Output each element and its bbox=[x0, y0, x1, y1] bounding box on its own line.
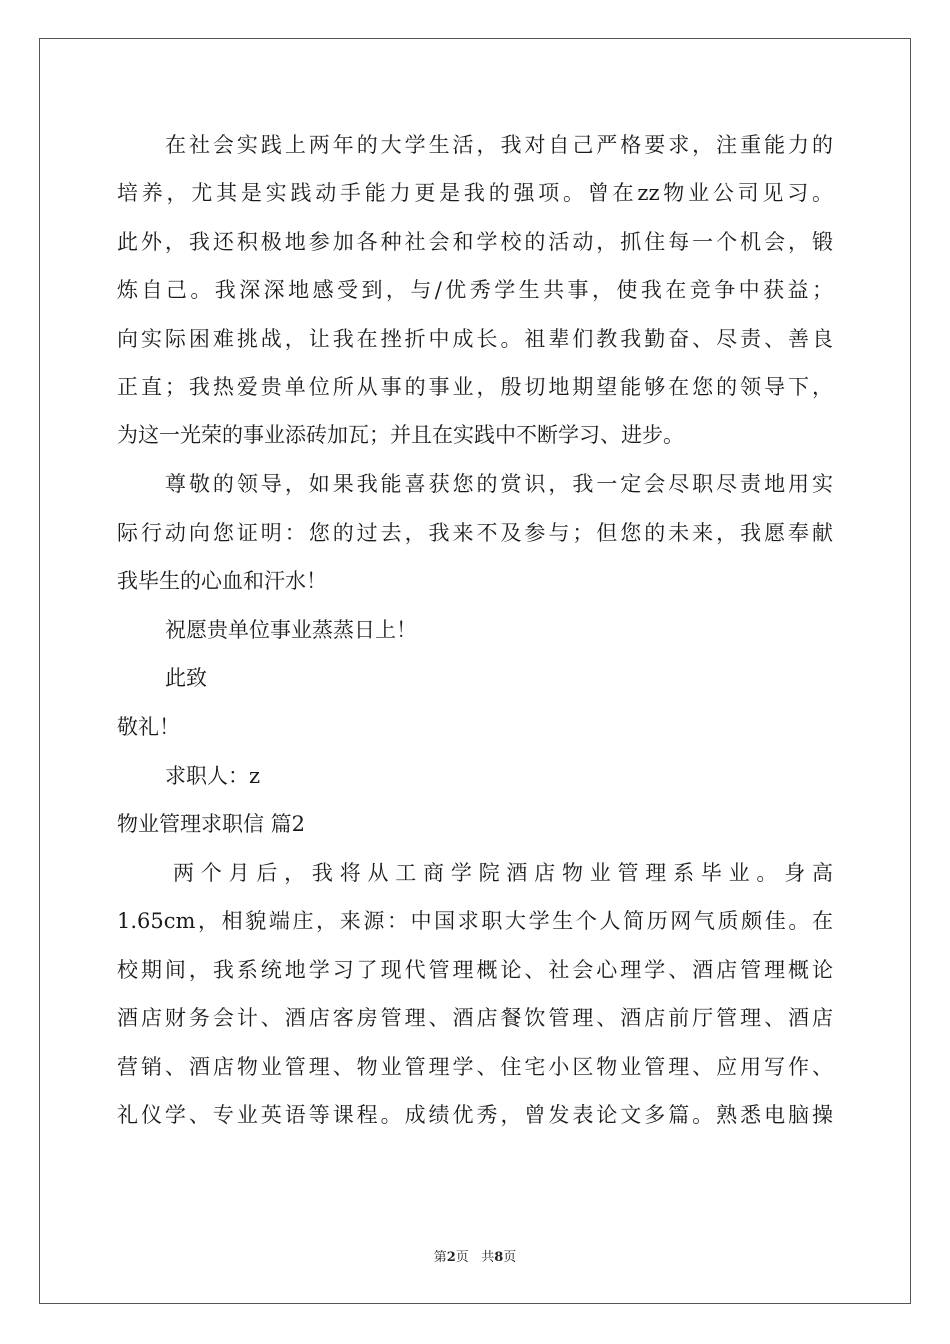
paragraph-line: 酒店财务会计、酒店客房管理、酒店餐饮管理、酒店前厅管理、酒店 bbox=[117, 1006, 833, 1030]
paragraph-line: 校期间，我系统地学习了现代管理概论、社会心理学、酒店管理概论 bbox=[117, 958, 833, 982]
paragraph-line: 际行动向您证明：您的过去，我来不及参与；但您的未来，我愿奉献 bbox=[117, 521, 833, 545]
paragraph-line: 尊敬的领导，如果我能喜获您的赏识，我一定会尽职尽责地用实 bbox=[165, 472, 833, 496]
footer-suffix: 页 bbox=[503, 1250, 517, 1265]
footer-current-page: 2 bbox=[446, 1250, 456, 1265]
paragraph-line: 正直；我热爱贵单位所从事的事业，殷切地期望能够在您的领导下， bbox=[117, 375, 833, 399]
section-title: 物业管理求职信 篇2 bbox=[117, 812, 306, 836]
page-footer bbox=[0, 1246, 950, 1265]
closing-wish: 祝愿贵单位事业蒸蒸日上！ bbox=[165, 618, 417, 642]
paragraph-line: 培养，尤其是实践动手能力更是我的强项。曾在zz物业公司见习。 bbox=[117, 181, 833, 205]
footer-mid: 页 共 bbox=[455, 1250, 495, 1265]
paragraph-line: 炼自己。我深深地感受到，与/优秀学生共事，使我在竞争中获益； bbox=[117, 278, 833, 302]
paragraph-line: 两个月后，我将从工商学院酒店物业管理系毕业。身高 bbox=[173, 861, 833, 885]
closing-salutation: 此致 bbox=[165, 666, 207, 690]
signature-line: 求职人：z bbox=[165, 764, 261, 788]
paragraph-line: 此外，我还积极地参加各种社会和学校的活动，抓住每一个机会，锻 bbox=[117, 230, 833, 254]
paragraph-line: 在社会实践上两年的大学生活，我对自己严格要求，注重能力的 bbox=[165, 133, 833, 157]
footer-total-pages: 8 bbox=[494, 1250, 504, 1265]
paragraph-line: 我毕生的心血和汗水！ bbox=[117, 569, 327, 593]
paragraph-line: 营销、酒店物业管理、物业管理学、住宅小区物业管理、应用写作、 bbox=[117, 1055, 833, 1079]
paragraph-line: 为这一光荣的事业添砖加瓦；并且在实践中不断学习、进步。 bbox=[117, 423, 684, 447]
paragraph-line: 礼仪学、专业英语等课程。成绩优秀，曾发表论文多篇。熟悉电脑操 bbox=[117, 1103, 833, 1127]
paragraph-line: 1.65cm，相貌端庄，来源：中国求职大学生个人简历网气质颇佳。在 bbox=[117, 909, 833, 933]
footer-prefix: 第 bbox=[433, 1250, 447, 1265]
paragraph-line: 向实际困难挑战，让我在挫折中成长。祖辈们教我勤奋、尽责、善良 bbox=[117, 327, 833, 351]
closing-regards: 敬礼！ bbox=[117, 715, 180, 739]
